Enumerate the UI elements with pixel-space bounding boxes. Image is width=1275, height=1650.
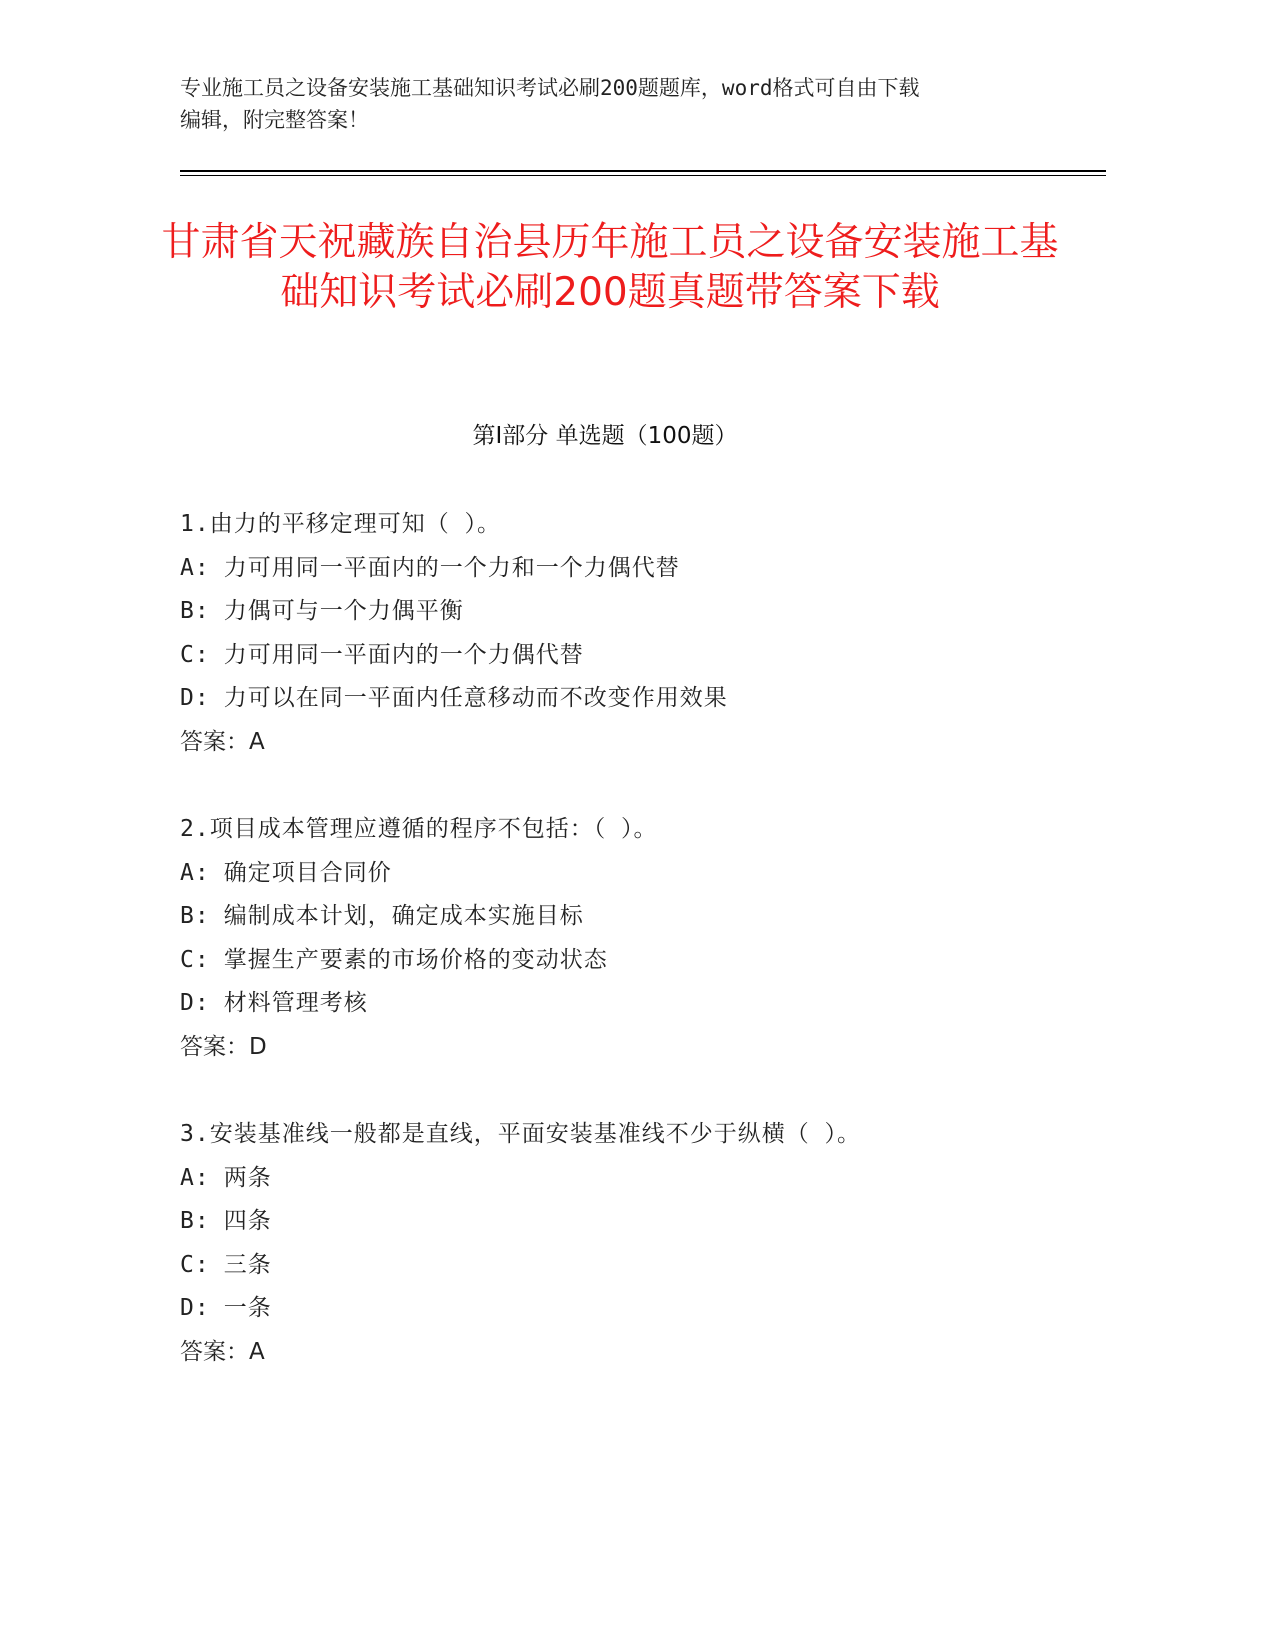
option-key: D: [180,990,210,1016]
question-list [180,503,1120,1418]
option-text: 力偶可与一个力偶平衡 [223,598,464,624]
option-c [180,634,1120,678]
option-text: 两条 [223,1164,272,1191]
option-text: 力可用同一平面内的一个力和一个力偶代替 [223,554,680,581]
option-a [180,852,1120,896]
question-stem: 1.由力的平移定理可知（ ）。 [180,511,502,537]
header-note-line2: 编辑，附完整答案！ [180,108,369,132]
option-b [180,895,1120,939]
document-title: 甘肃省天祝藏族自治县历年施工员之设备安装施工基础知识考试必刷200题真题带答案下载 [161,220,1059,315]
option-b [180,590,1120,634]
option-text: 掌握生产要素的市场价格的变动状态 [223,946,608,973]
option-a [180,547,1120,591]
option-b [180,1200,1120,1244]
option-key: B: [180,598,210,624]
option-d [180,677,1120,721]
option-text: 力可以在同一平面内任意移动而不改变作用效果 [223,685,728,711]
option-text: 一条 [223,1295,272,1321]
option-key: D: [180,685,210,711]
question-item [180,808,1120,1113]
option-c [180,939,1120,983]
question-item [180,1113,1120,1418]
option-key: A: [180,859,210,886]
header-rule-thin [180,175,1106,176]
question-stem: 3.安装基准线一般都是直线，平面安装基准线不少于纵横（ ）。 [180,1121,862,1147]
option-text: 四条 [223,1208,272,1234]
header-note [180,72,1060,136]
option-key: D: [180,1295,210,1321]
option-d [180,982,1120,1026]
header-note-line1: 专业施工员之设备安装施工基础知识考试必刷200题题库，word格式可自由下载 [180,76,920,100]
section-title: 第Ⅰ部分 单选题（100题） [472,423,738,449]
answer-line: 答案：D [180,1033,267,1060]
option-key: B: [180,1208,210,1234]
option-d [180,1287,1120,1331]
option-key: B: [180,903,210,929]
option-key: C: [180,946,210,973]
option-key: C: [180,1251,210,1278]
option-key: A: [180,554,210,581]
header-rule-thick [180,170,1106,172]
option-a [180,1157,1120,1201]
answer-line: 答案：A [180,728,265,755]
option-key: A: [180,1164,210,1191]
option-text: 确定项目合同价 [223,859,392,886]
option-text: 材料管理考核 [223,990,368,1016]
answer-line: 答案：A [180,1338,265,1365]
option-key: C: [180,641,210,668]
option-text: 编制成本计划，确定成本实施目标 [223,903,584,929]
question-stem: 2.项目成本管理应遵循的程序不包括：（ ）。 [180,816,658,842]
option-text: 三条 [223,1251,272,1278]
question-item [180,503,1120,808]
option-c [180,1244,1120,1288]
option-text: 力可用同一平面内的一个力偶代替 [223,641,584,668]
